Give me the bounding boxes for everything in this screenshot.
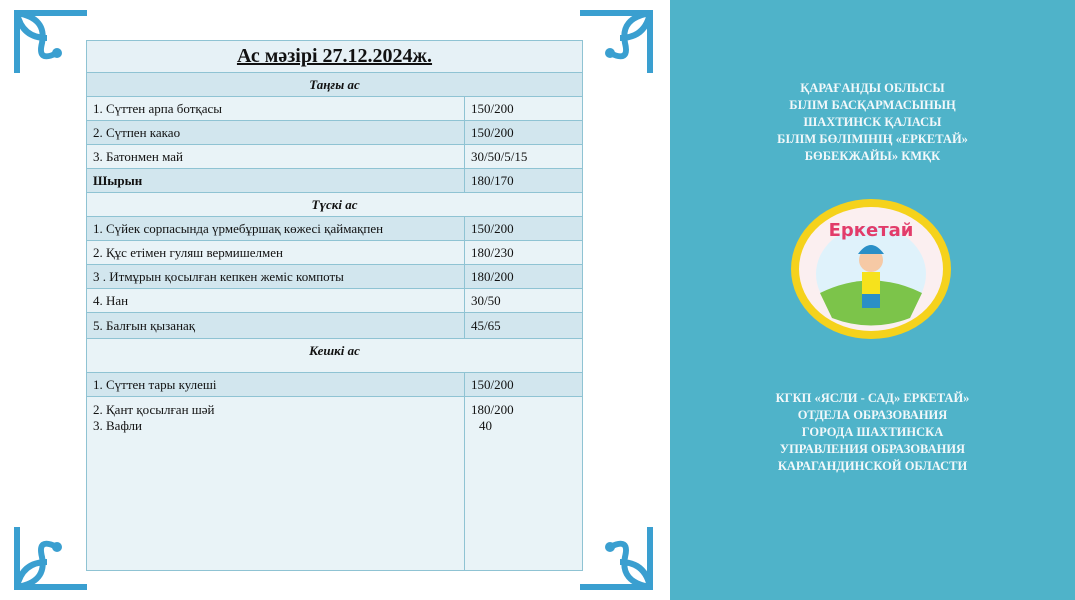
org-line: БІЛІМ БАСҚАРМАСЫНЫҢ [789, 98, 956, 112]
svg-text:Еркетай: Еркетай [828, 220, 914, 241]
org-line: ШАХТИНСК ҚАЛАСЫ [803, 115, 942, 129]
kindergarten-logo [790, 198, 952, 340]
dish: 2. Қант қосылған шәй [93, 402, 215, 417]
org-name-ru [670, 390, 1075, 475]
portion: 150/200 [465, 97, 583, 121]
dish: 4. Нан [87, 289, 465, 313]
corner-ornament-icon [12, 8, 92, 78]
section-dinner: Кешкі ас [87, 339, 583, 373]
dish: 3. Батонмен май [87, 145, 465, 169]
table-row [87, 169, 583, 193]
dish: 1. Сүйек сорпасында үрмебұршақ көжесі қаймақпен [87, 217, 465, 241]
table-row [87, 289, 583, 313]
table-row [87, 217, 583, 241]
org-line: БӨБЕКЖАЙЫ» КМҚК [804, 149, 941, 163]
portion: 150/200 [465, 121, 583, 145]
table-row [87, 265, 583, 289]
portion: 180/170 [465, 169, 583, 193]
portion: 180/200 [471, 402, 514, 417]
table-row [87, 373, 583, 397]
org-line: ҚАРАҒАНДЫ ОБЛЫСЫ [800, 81, 945, 95]
table-row [87, 313, 583, 339]
org-line: КАРАГАНДИНСКОЙ ОБЛАСТИ [777, 459, 968, 473]
table-row [87, 397, 583, 571]
org-line: УПРАВЛЕНИЯ ОБРАЗОВАНИЯ [779, 442, 966, 456]
portion: 150/200 [465, 217, 583, 241]
dish: 3 . Итмұрын қосылған кепкен жеміс компоты [87, 265, 465, 289]
portion: 150/200 [465, 373, 583, 397]
portion: 30/50 [465, 289, 583, 313]
org-line: ГОРОДА ШАХТИНСКА [801, 425, 944, 439]
corner-ornament-icon [575, 522, 655, 592]
dish: Шырын [87, 169, 465, 193]
org-line: КГКП «ЯСЛИ - САД» ЕРКЕТАЙ» [775, 391, 970, 405]
dish: 2. Сүтпен какао [87, 121, 465, 145]
dish: 1. Сүттен тары кулеші [87, 373, 465, 397]
dish: 2. Құс етімен гуляш вермишелмен [87, 241, 465, 265]
table-row [87, 145, 583, 169]
org-line: ОТДЕЛА ОБРАЗОВАНИЯ [797, 408, 948, 422]
org-line: БІЛІМ БӨЛІМІНІҢ «ЕРКЕТАЙ» [777, 132, 968, 146]
table-row [87, 121, 583, 145]
portion: 40 [479, 418, 492, 433]
portion: 180/200 [465, 265, 583, 289]
corner-ornament-icon [12, 522, 92, 592]
portion: 180/230 [465, 241, 583, 265]
menu-title: Ас мәзірі 27.12.2024ж. [87, 41, 583, 73]
portion: 45/65 [465, 313, 583, 339]
dish: 5. Балғын қызанақ [87, 313, 465, 339]
org-name-kz [670, 80, 1075, 165]
section-breakfast: Таңғы ас [87, 73, 583, 97]
portion: 30/50/5/15 [465, 145, 583, 169]
table-row [87, 97, 583, 121]
section-lunch: Түскі ас [87, 193, 583, 217]
menu-table [86, 40, 583, 571]
table-row [87, 241, 583, 265]
corner-ornament-icon [575, 8, 655, 78]
dish: 3. Вафли [93, 418, 142, 433]
dish: 1. Сүттен арпа ботқасы [87, 97, 465, 121]
